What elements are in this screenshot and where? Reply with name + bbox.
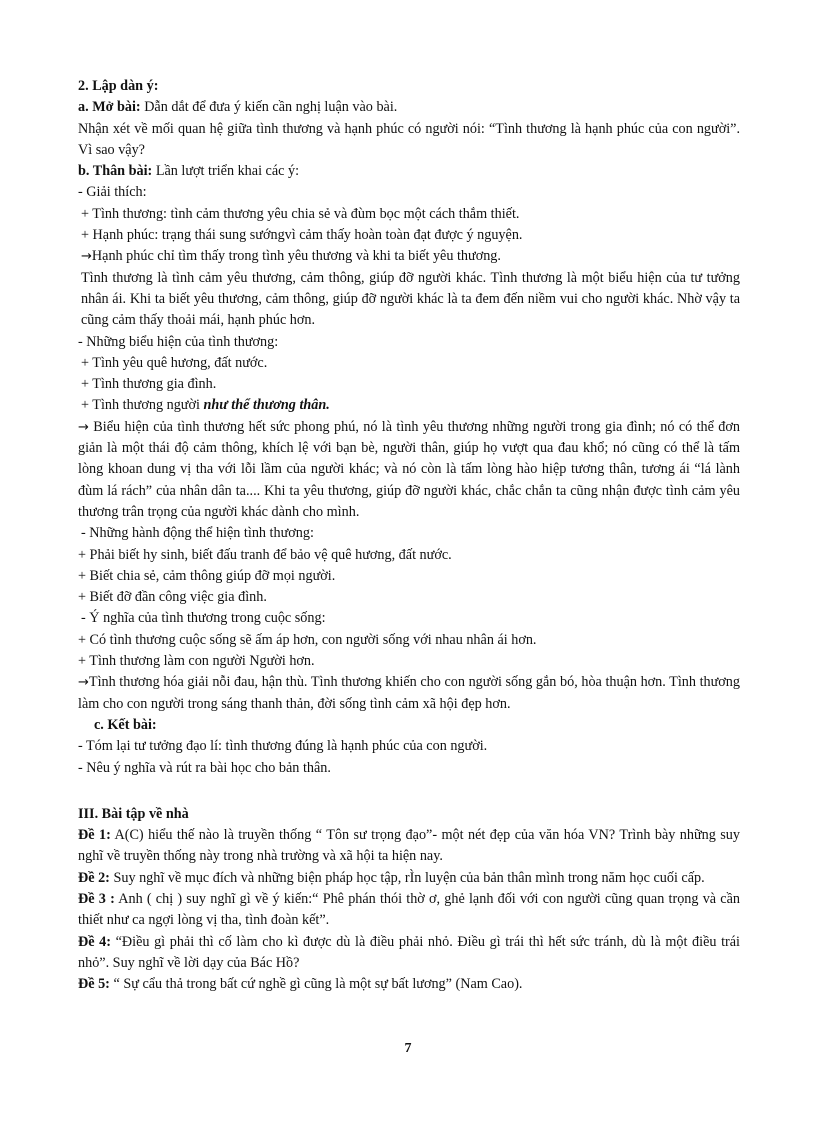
bieu-hien-paragraph: → Biểu hiện của tình thương hết sức phong phú, nó là tình yêu thương những người trong gia đình; nó có thể đơn giản là một thái độ cảm thông, khích lệ với bạn bè, người thân, giúp họ vượt qua đau khổ; nó cũng có thể là tấm lòng khoan dung vị tha với lỗi lầm của người khác; và nó còn là tấm lòng hào hiệp tương thân, tương ái “lá lành đùm lá rách” của nhân dân ta.... Khi ta yêu thương, giúp đỡ người khác, chắc chắn ta cũng nhận được tình cảm yêu thương trân trọng của người khác dành cho mình.: [78, 418, 740, 520]
list-item: + Tình thương: tình cảm thương yêu chia sẻ và đùm bọc một cách thắm thiết.: [81, 205, 520, 222]
section-3-heading: III. Bài tập về nhà: [78, 805, 189, 822]
list-item: - Tóm lại tư tưởng đạo lí: tình thương đúng là hạnh phúc của con người.: [78, 738, 488, 755]
arrow-icon: →: [78, 419, 89, 435]
hanh-dong-heading: - Những hành động thể hiện tình thương:: [81, 525, 314, 542]
arrow-icon: →: [81, 249, 92, 265]
de-5: Đề 5: “ Sự cẩu thả trong bất cứ nghề gì cũng là một sự bất lương” (Nam Cao).: [78, 976, 523, 993]
arrow-icon: →: [78, 675, 89, 691]
giai-thich-paragraph: Tình thương là tình cảm yêu thương, cảm thông, giúp đỡ người khác. Tình thương là một biểu hiện của tư tưởng nhân ái. Khi ta biết yêu thương, cảm thông, giúp đỡ người khác là ta đem đến niềm vui cho người khác. Nhờ vậy ta cũng cảm thấy thoải mái, hạnh phúc hơn.: [81, 269, 740, 329]
list-item: + Hạnh phúc: trạng thái sung sướngvì cảm thấy hoàn toàn đạt được ý nguyện.: [81, 227, 523, 244]
list-item: + Biết chia sẻ, cảm thông giúp đỡ mọi người.: [78, 567, 336, 584]
bieu-hien-heading: - Những biểu hiện của tình thương:: [78, 333, 279, 350]
list-item: →Hạnh phúc chỉ tìm thấy trong tình yêu thương và khi ta biết yêu thương.: [81, 248, 501, 265]
mo-bai-paragraph: Nhận xét về mối quan hệ giữa tình thương và hạnh phúc có người nói: “Tình thương là hạnh phúc của con người”. Vì sao vậy?: [78, 120, 740, 158]
de-1: Đề 1: A(C) hiểu thế nào là truyền thống “ Tôn sư trọng đạo”- một nét đẹp của văn hóa VN? Trình bày những suy nghĩ về truyền thống này trong nhà trường và xã hội ta hiện nay.: [78, 827, 740, 865]
than-bai-line: b. Thân bài: Lần lượt triển khai các ý:: [78, 163, 300, 180]
list-item: + Biết đỡ đần công việc gia đình.: [78, 589, 267, 606]
mo-bai-label: a. Mở bài:: [78, 99, 141, 116]
y-nghia-paragraph: →Tình thương hóa giải nỗi đau, hận thù. Tình thương khiến cho con người sống gắn bó, hòa thuận hơn. Tình thương làm cho con người trong sáng thanh thản, đời sống tình cảm xã hội đẹp hơn.: [78, 674, 740, 712]
list-item: + Tình thương làm con người Người hơn.: [78, 653, 315, 670]
list-item: + Tình thương người như thể thương thân.: [81, 397, 330, 414]
list-item: + Tình yêu quê hương, đất nước.: [81, 354, 268, 371]
de-2: Đề 2: Suy nghĩ về mục đích và những biện pháp học tập, rÌn luyện của bản thân mình trong năm học cuối cấp.: [78, 869, 705, 886]
list-item: + Phải biết hy sinh, biết đấu tranh để bảo vệ quê hương, đất nước.: [78, 546, 452, 563]
ket-bai-heading: c. Kết bài:: [94, 716, 157, 733]
section-2-heading: 2. Lập dàn ý:: [78, 78, 159, 94]
document-page: [78, 76, 740, 995]
de-3: Đề 3 : Anh ( chị ) suy nghĩ gì về ý kiến:“ Phê phán thói thờ ơ, ghẻ lạnh đối với con người cũng quan trọng và cần thiết như ca ngợi lòng vị tha, tình đoàn kết”.: [78, 890, 740, 929]
y-nghia-heading: - Ý nghĩa của tình thương trong cuộc sống:: [81, 610, 326, 627]
list-item: - Nêu ý nghĩa và rút ra bài học cho bản thân.: [78, 759, 331, 776]
list-item: + Có tình thương cuộc sống sẽ ấm áp hơn, con người sống với nhau nhân ái hơn.: [78, 631, 537, 648]
than-bai-label: b. Thân bài:: [78, 163, 153, 180]
list-item: + Tình thương gia đình.: [81, 376, 217, 393]
mo-bai-line: a. Mở bài: Dẫn dắt để đưa ý kiến cần nghị luận vào bài.: [78, 99, 398, 116]
page-number: 7: [404, 1041, 412, 1056]
de-4: Đề 4: “Điều gì phải thì cố làm cho kì được dù là điều phải nhỏ. Điều gì trái thì hết sức tránh, dù là một điều trái nhỏ”. Suy nghĩ về lời dạy của Bác Hồ?: [78, 933, 740, 971]
giai-thich-heading: - Giải thích:: [78, 184, 147, 201]
